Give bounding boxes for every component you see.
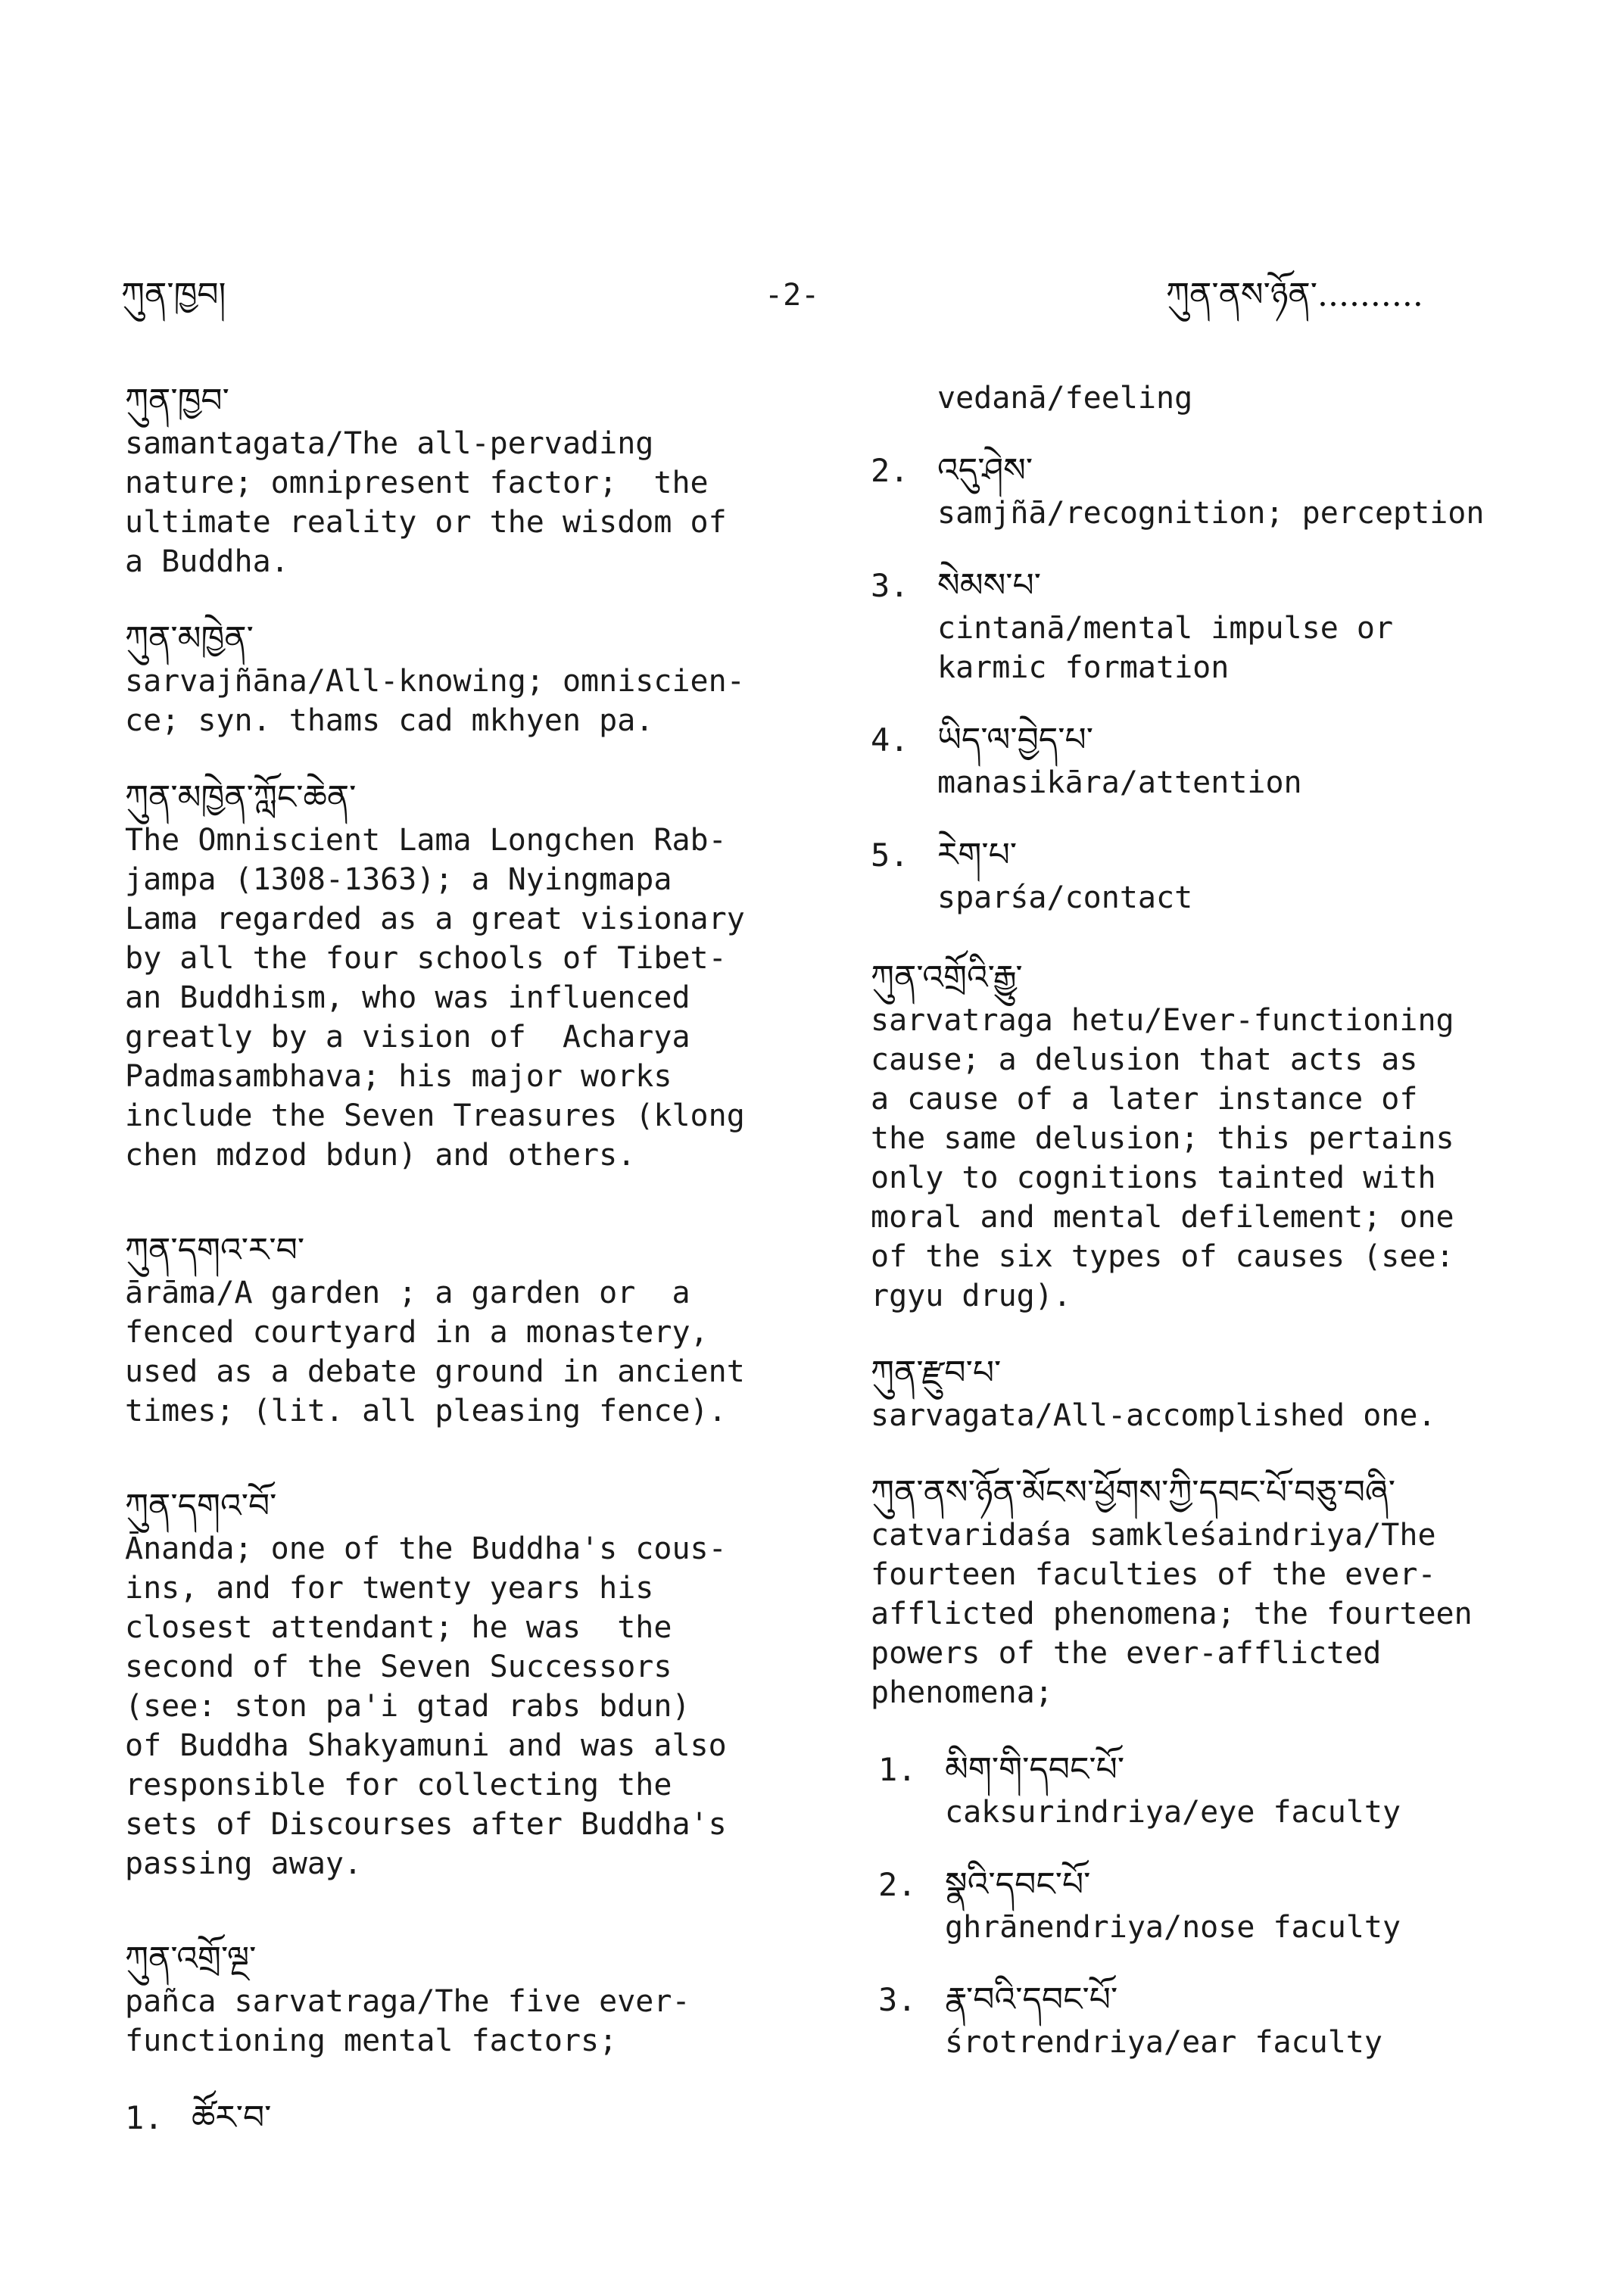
definition: samantagata/The all-pervading nature; omnipresent factor; the ultimate reality or the wisdom of a Buddha. <box>125 426 727 579</box>
entry-kun-nas-nyon-mongs <box>871 1470 1552 1712</box>
headword: ཀུན་ཁྱབ་ <box>125 382 229 420</box>
item-gloss: samjñā/recognition; perception <box>937 496 1485 531</box>
definition: pañca sarvatraga/The five ever- functioning mental factors; <box>125 1984 690 2058</box>
continued-gloss: vedanā/feeling <box>937 381 1193 416</box>
left-column <box>125 379 806 2171</box>
numbered-item <box>871 563 1552 687</box>
definition: sarvagata/All-accomplished one. <box>871 1398 1436 1433</box>
item-tibetan: སེམས་པ་ <box>937 566 1041 605</box>
definition: Ānanda; one of the Buddha's cous- ins, and for twenty years his closest attendant; he was the second of the Seven Successors (see: ston pa'i gtad rabs bdun) of Buddha Shakyamuni and was also responsible for collecting the sets of Discourses after Buddha's passing away. <box>125 1531 727 1881</box>
numbered-item <box>878 1862 1552 1947</box>
item-number: 3. <box>878 1981 917 2018</box>
entry-kun-khyab <box>125 379 806 581</box>
definition: The Omniscient Lama Longchen Rab- jampa (1308-1363); a Nyingmapa Lama regarded as a great visionary by all the four schools of Tibet- an Buddhism, who was influenced greatly by a vision of Acharya Padmasambhava; his major works include the Seven Treasures (klong chen mdzod bdun) and others. <box>125 823 745 1173</box>
running-head-left: ཀུན་ཁྱབ། <box>121 276 226 314</box>
definition: sarvatraga hetu/Ever-functioning cause; a delusion that acts as a cause of a later instance of the same delusion; this pertains only to cognitions tainted with moral and mental defilement; one of the six types of causes (see: rgyu drug). <box>871 1003 1454 1313</box>
item-gloss: caksurindriya/eye faculty <box>945 1795 1401 1830</box>
numbered-item <box>871 833 1552 918</box>
item-gloss: sparśa/contact <box>937 880 1193 915</box>
headword: ཀུན་དགའ་བོ་ <box>125 1487 277 1525</box>
item-gloss: manasikāra/attention <box>937 765 1302 800</box>
headword: ཀུན་མཁྱེན་ཀློང་ཆེན་ <box>125 778 357 817</box>
entry-kun-groi-rgyu <box>871 955 1552 1316</box>
item-number: 2. <box>871 452 909 489</box>
definition: catvaridaśa samkleśaindriya/The fourteen faculties of the ever- afflicted phenomena; the fourteen powers of the ever-afflicted phenomena; <box>871 1518 1473 1710</box>
running-head-right: ཀུན་ནས་ཉོན་.......... <box>1166 276 1423 314</box>
numbered-item <box>125 2095 806 2141</box>
item-number: 2. <box>878 1866 917 1903</box>
headword: ཀུན་མཁྱེན་ <box>125 619 254 658</box>
entry-kun-rdzub-pa <box>871 1351 1552 1435</box>
numbered-item <box>871 718 1552 802</box>
item-tibetan: མིག་གི་དབང་པོ་ <box>945 1750 1125 1789</box>
entry-kun-mkhyen <box>125 616 806 740</box>
headword: ཀུན་ནས་ཉོན་མོངས་ཕྱོགས་ཀྱི་དབང་པོ་བཅུ་བཞི་ <box>871 1473 1395 1512</box>
item-gloss: ghrānendriya/nose faculty <box>945 1910 1401 1945</box>
entry-kun-gro-lnga <box>125 1936 806 2061</box>
headword: ཀུན་འགྲོ་ལྔ་ <box>125 1939 257 1978</box>
item-gloss: śrotrendriya/ear faculty <box>945 2025 1382 2060</box>
item-number: 1. <box>878 1751 917 1788</box>
entry-kun-dga-ra-ba <box>125 1228 806 1431</box>
entry-kun-dga-bo <box>125 1484 806 1883</box>
entry-kun-mkhyen-klong-chen <box>125 775 806 1175</box>
item-number: 1. <box>125 2099 164 2136</box>
definition: sarvajñāna/All-knowing; omniscien- ce; syn. thams cad mkhyen pa. <box>125 664 745 738</box>
item-number: 5. <box>871 837 909 874</box>
numbered-item <box>871 448 1552 533</box>
item-number: 3. <box>871 567 909 604</box>
item-number: 4. <box>871 721 909 759</box>
item-tibetan: འདུ་ཤེས་ <box>937 451 1033 490</box>
headword: ཀུན་དགའ་ར་བ་ <box>125 1231 305 1270</box>
item-tibetan: རྣ་བའི་དབང་པོ་ <box>945 1980 1118 2019</box>
page-number: -2- <box>765 278 820 313</box>
headword: ཀུན་རྫུབ་པ་ <box>871 1354 1002 1392</box>
item-tibetan: ཡིད་ལ་བྱེད་པ་ <box>937 721 1093 759</box>
definition: ārāma/A garden ; a garden or a fenced courtyard in a monastery, used as a debate ground in ancient times; (lit. all pleasing fence). <box>125 1276 745 1428</box>
numbered-item <box>878 1977 1552 2062</box>
item-gloss: cintanā/mental impulse or karmic formation <box>937 611 1394 685</box>
item-tibetan: ཚོར་བ་ <box>192 2098 272 2137</box>
item-tibetan: རེག་པ་ <box>937 836 1018 874</box>
item-tibetan: སྣའི་དབང་པོ་ <box>945 1865 1091 1904</box>
right-column <box>871 379 1552 2092</box>
numbered-item <box>878 1747 1552 1832</box>
headword: ཀུན་འགྲོའི་རྒྱུ་ <box>871 958 1023 997</box>
